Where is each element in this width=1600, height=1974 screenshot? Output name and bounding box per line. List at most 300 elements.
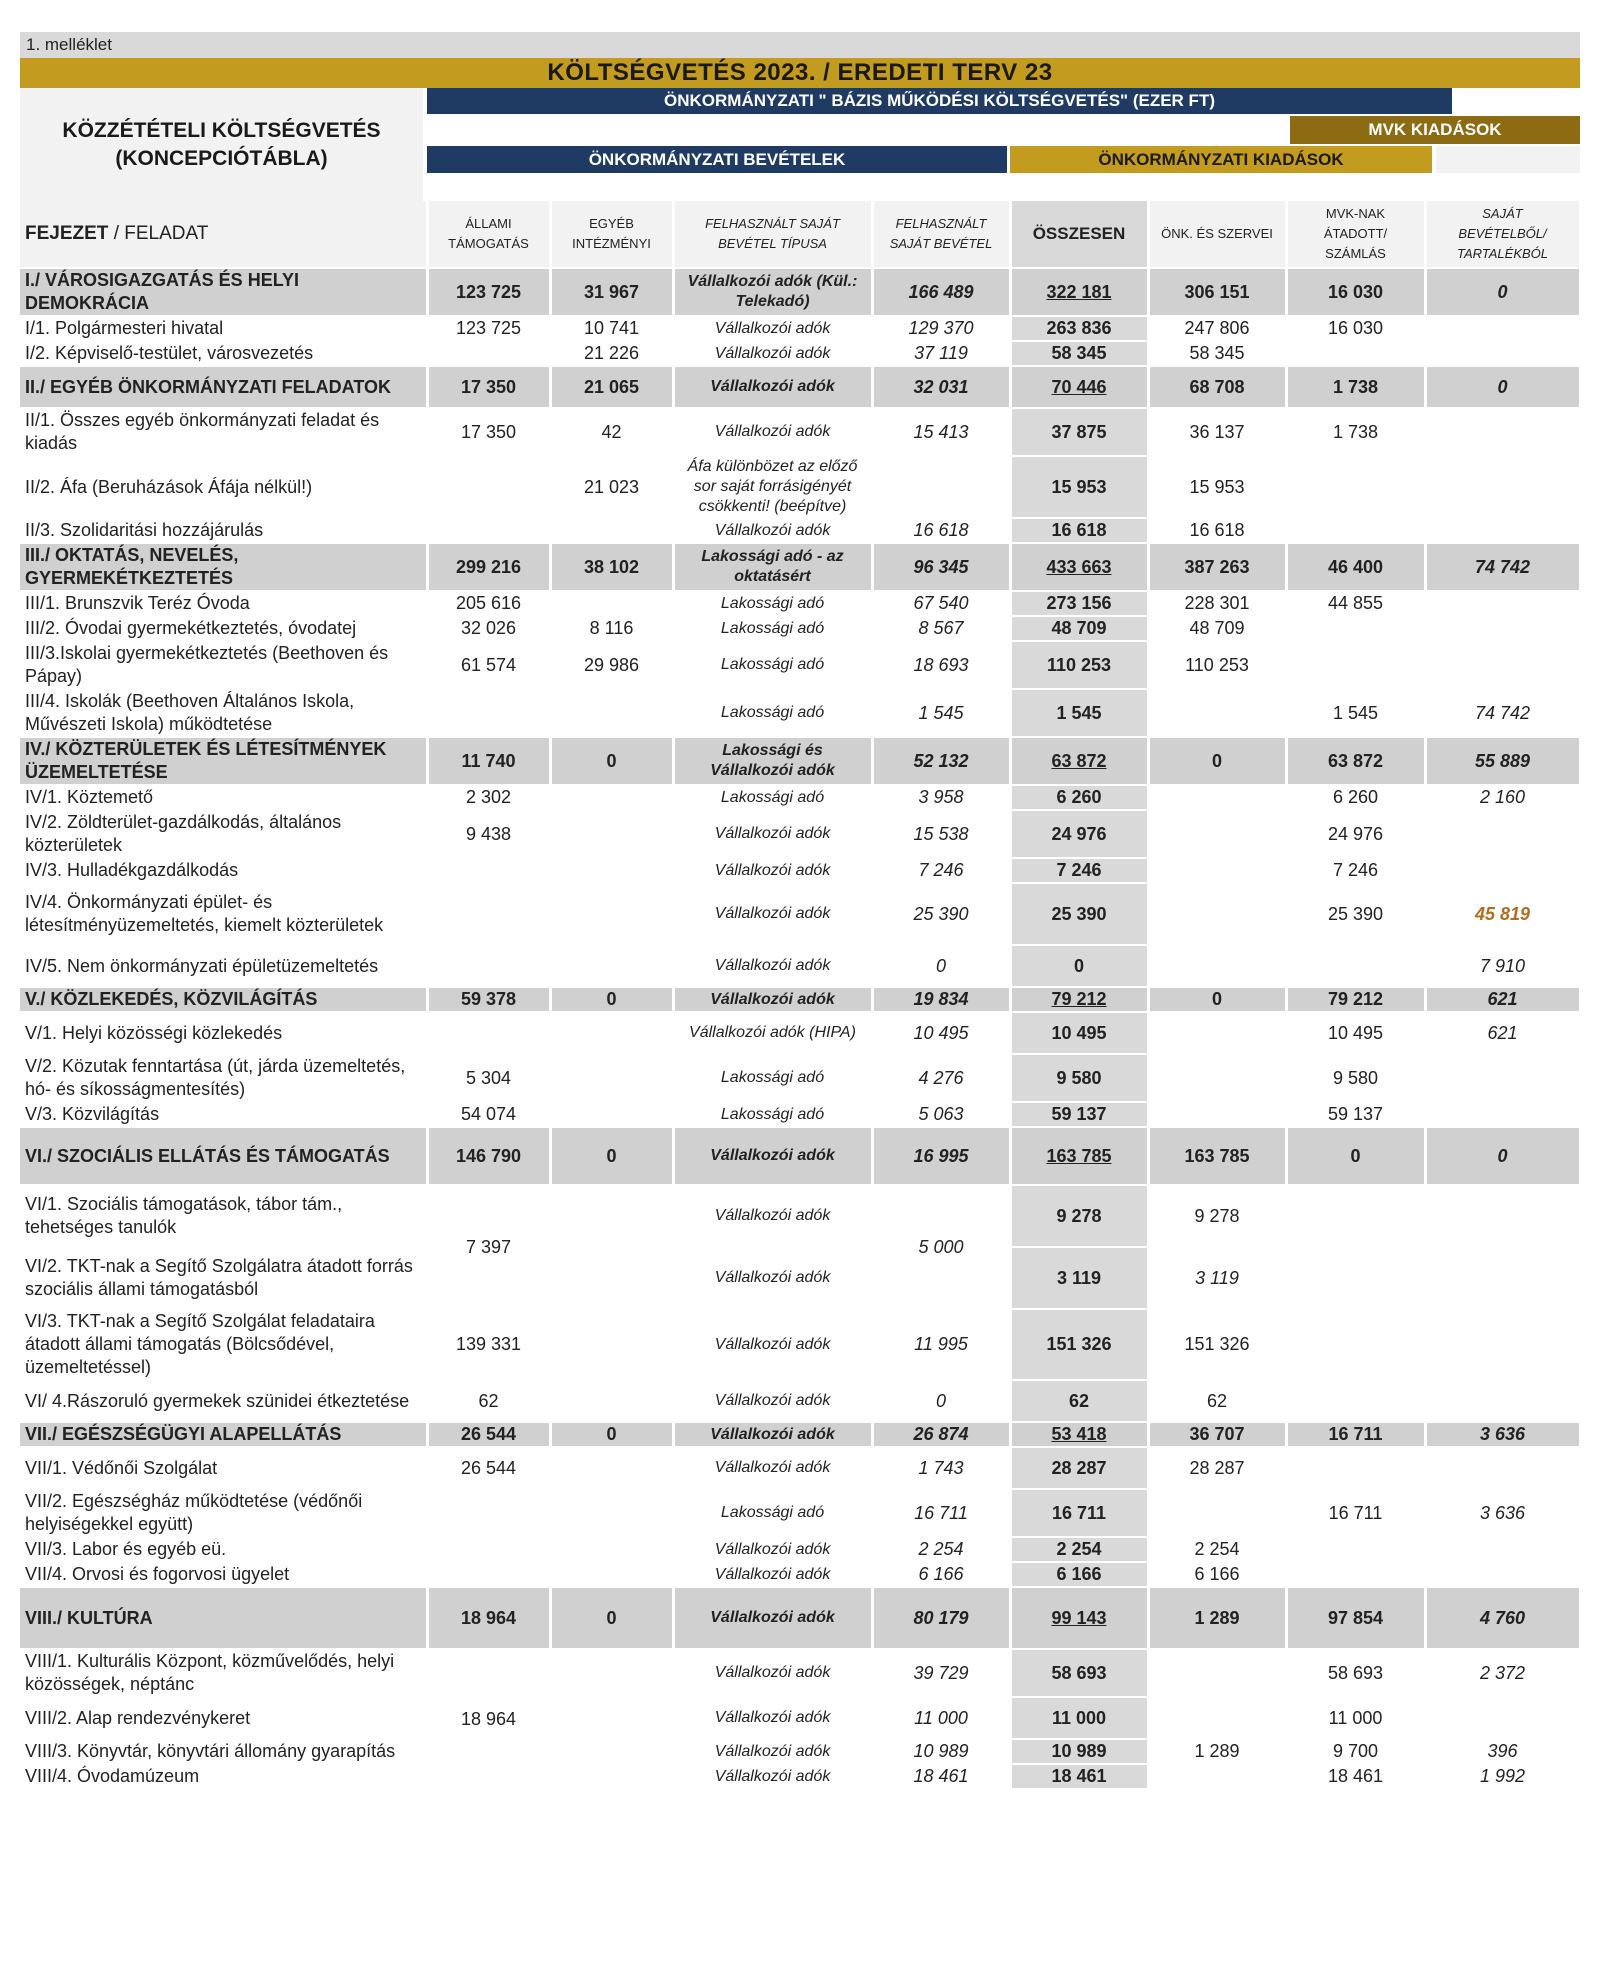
cell-name: VII/1. Védőnői Szolgálat [20,1447,427,1489]
cell-m [1286,1562,1425,1587]
cell-s: 1 545 [872,689,1010,737]
cell-m: 9 580 [1286,1054,1425,1102]
cell-m: 1 738 [1286,366,1425,408]
cell-name: IV/5. Nem önkormányzati épületüzemeltetés [20,945,427,987]
budget-page [20,32,1580,1790]
cell-k: 36 137 [1148,408,1286,456]
table-row [20,1697,1580,1739]
table-row [20,1054,1580,1102]
table-row [20,1537,1580,1562]
cell-name: V/3. Közvilágítás [20,1102,427,1127]
cell-s: 67 540 [872,591,1010,616]
cell-s: 5 063 [872,1102,1010,1127]
cell-m: 16 030 [1286,316,1425,341]
cell-r [1425,1562,1580,1587]
cell-r [1425,316,1580,341]
cell-s: 18 693 [872,641,1010,689]
cell-a [427,1012,550,1054]
cell-e [550,1012,673,1054]
cell-m [1286,1185,1425,1247]
cell-k: 6 166 [1148,1562,1286,1587]
col-sajat: FELHASZNÁLT SAJÁT BEVÉTEL [872,201,1010,268]
table-row [20,858,1580,883]
cell-t: Vállalkozói adók [673,883,872,945]
cell-r: 74 742 [1425,689,1580,737]
cell-o: 10 495 [1010,1012,1148,1054]
col-tipus: FELHASZNÁLT SAJÁT BEVÉTEL TÍPUSA [673,201,872,268]
cell-o: 59 137 [1010,1102,1148,1127]
cell-o: 9 580 [1010,1054,1148,1102]
cell-s: 129 370 [872,316,1010,341]
cell-t: Vállalkozói adók [673,810,872,858]
cell-e [550,810,673,858]
cell-r: 1 992 [1425,1764,1580,1789]
cell-r: 621 [1425,1012,1580,1054]
cell-o: 10 989 [1010,1739,1148,1764]
cell-m: 18 461 [1286,1764,1425,1789]
cell-t: Vállalkozói adók [673,1309,872,1380]
cell-o: 163 785 [1010,1127,1148,1185]
cell-k [1148,1649,1286,1697]
section-row [20,1587,1580,1649]
cell-e [550,1697,673,1739]
cell-name: VIII./ KULTÚRA [20,1587,427,1649]
cell-s: 6 166 [872,1562,1010,1587]
cell-e [550,1562,673,1587]
cell-e [550,591,673,616]
cell-o: 7 246 [1010,858,1148,883]
cell-m: 7 246 [1286,858,1425,883]
cell-k: 16 618 [1148,518,1286,543]
cell-a: 205 616 [427,591,550,616]
cell-o: 15 953 [1010,456,1148,518]
cell-a: 5 304 [427,1054,550,1102]
cell-r: 7 910 [1425,945,1580,987]
cell-t: Vállalkozói adók [673,316,872,341]
cell-k: 110 253 [1148,641,1286,689]
cell-name: III./ OKTATÁS, NEVELÉS, GYERMEKÉTKEZTETÉS [20,543,427,591]
cell-o: 37 875 [1010,408,1148,456]
cell-a [427,1489,550,1537]
cell-a: 9 438 [427,810,550,858]
cell-o: 16 618 [1010,518,1148,543]
cell-o: 151 326 [1010,1309,1148,1380]
cell-r [1425,810,1580,858]
annex-label: 1. melléklet [20,32,1580,58]
cell-s: 15 413 [872,408,1010,456]
cell-m [1286,945,1425,987]
cell-a [427,883,550,945]
table-row [20,316,1580,341]
cell-name: VI/3. TKT-nak a Segítő Szolgálat feladataira átadott állami támogatás (Bölcsődével, üzemeltetéssel) [20,1309,427,1380]
cell-e: 21 065 [550,366,673,408]
cell-r [1425,616,1580,641]
cell-e: 31 967 [550,268,673,316]
cell-o: 24 976 [1010,810,1148,858]
cell-o: 0 [1010,945,1148,987]
cell-name: VII./ EGÉSZSÉGÜGYI ALAPELLÁTÁS [20,1422,427,1447]
cell-t: Vállalkozói adók [673,1127,872,1185]
cell-s: 16 618 [872,518,1010,543]
cell-o: 6 260 [1010,785,1148,810]
cell-r: 74 742 [1425,543,1580,591]
cell-name: III/1. Brunszvik Teréz Óvoda [20,591,427,616]
col-tartalek: SAJÁT BEVÉTELBŐL/ TARTALÉKBÓL [1425,201,1580,268]
cell-a: 2 302 [427,785,550,810]
cell-r: 4 760 [1425,1587,1580,1649]
cell-name: IV/3. Hulladékgazdálkodás [20,858,427,883]
cell-a: 54 074 [427,1102,550,1127]
cell-name: VIII/1. Kulturális Központ, közművelődés, helyi közösségek, néptánc [20,1649,427,1697]
cell-e: 0 [550,1422,673,1447]
cell-name: V/2. Közutak fenntartása (út, járda üzemeltetés, hó- és síkosságmentesítés) [20,1054,427,1102]
cell-a: 17 350 [427,408,550,456]
cell-a: 26 544 [427,1447,550,1489]
cell-s: 37 119 [872,341,1010,366]
cell-r: 45 819 [1425,883,1580,945]
cell-o: 11 000 [1010,1697,1148,1739]
expense-header: ÖNKORMÁNYZATI KIADÁSOK [1010,146,1432,173]
cell-o: 433 663 [1010,543,1148,591]
cell-r [1425,641,1580,689]
cell-m: 11 000 [1286,1697,1425,1739]
table-row [20,945,1580,987]
cell-t: Lakossági adó [673,1489,872,1537]
cell-a: 62 [427,1380,550,1422]
bazis-header: ÖNKORMÁNYZATI " BÁZIS MŰKÖDÉSI KÖLTSÉGVETÉS" (EZER FT) [427,88,1452,114]
cell-t: Lakossági adó [673,641,872,689]
cell-name: II/3. Szolidaritási hozzájárulás [20,518,427,543]
cell-name: VII/4. Orvosi és fogorvosi ügyelet [20,1562,427,1587]
cell-name: II/2. Áfa (Beruházások Áfája nélkül!) [20,456,427,518]
section-row [20,987,1580,1012]
cell-t: Vállalkozói adók [673,1764,872,1789]
cell-o: 322 181 [1010,268,1148,316]
cell-name: VII/3. Labor és egyéb eü. [20,1537,427,1562]
cell-a: 146 790 [427,1127,550,1185]
cell-m [1286,1537,1425,1562]
cell-t: Lakossági adó [673,616,872,641]
cell-o: 6 166 [1010,1562,1148,1587]
col-fejezet: FEJEZET / FELADAT [20,201,427,268]
cell-m: 1 738 [1286,408,1425,456]
cell-e: 21 023 [550,456,673,518]
cell-r: 2 160 [1425,785,1580,810]
cell-r [1425,341,1580,366]
cell-e [550,689,673,737]
cell-r: 396 [1425,1739,1580,1764]
cell-a: 18 964 [427,1649,550,1789]
cell-t: Lakossági és Vállalkozói adók [673,737,872,785]
concept-title-line2: (KONCEPCIÓTÁBLA) [115,146,328,170]
col-egyeb: EGYÉB INTÉZMÉNYI [550,201,673,268]
cell-e: 29 986 [550,641,673,689]
cell-e: 0 [550,1127,673,1185]
table-row [20,1562,1580,1587]
cell-s: 7 246 [872,858,1010,883]
cell-k: 28 287 [1148,1447,1286,1489]
cell-t: Vállalkozói adók [673,945,872,987]
cell-e: 8 116 [550,616,673,641]
cell-t: Vállalkozói adók [673,1247,872,1309]
cell-r [1425,1247,1580,1309]
cell-name: IV/4. Önkormányzati épület- és létesítményüzemeltetés, kiemelt közterületek [20,883,427,945]
cell-s: 10 989 [872,1739,1010,1764]
cell-e [550,518,673,543]
cell-m [1286,456,1425,518]
cell-t: Vállalkozói adók [673,1587,872,1649]
cell-s: 5 000 [872,1185,1010,1309]
cell-name: VII/2. Egészségház működtetése (védőnői helyiségekkel együtt) [20,1489,427,1537]
cell-m [1286,1380,1425,1422]
section-row [20,1422,1580,1447]
cell-m [1286,1247,1425,1309]
cell-e [550,1102,673,1127]
cell-r [1425,1697,1580,1739]
cell-r [1425,1447,1580,1489]
cell-r [1425,408,1580,456]
cell-a: 26 544 [427,1422,550,1447]
cell-k [1148,858,1286,883]
cell-name: III/3.Iskolai gyermekétkeztetés (Beethoven és Pápay) [20,641,427,689]
cell-s: 8 567 [872,616,1010,641]
col-mvk: MVK-NAK ÁTADOTT/ SZÁMLÁS [1286,201,1425,268]
cell-a: 59 378 [427,987,550,1012]
cell-m [1286,518,1425,543]
cell-r: 55 889 [1425,737,1580,785]
cell-r: 0 [1425,1127,1580,1185]
table-row [20,1649,1580,1697]
cell-name: I./ VÁROSIGAZGATÁS ÉS HELYI DEMOKRÁCIA [20,268,427,316]
table-row [20,1102,1580,1127]
cell-m: 24 976 [1286,810,1425,858]
cell-r [1425,1054,1580,1102]
cell-o: 25 390 [1010,883,1148,945]
cell-k: 36 707 [1148,1422,1286,1447]
cell-m: 63 872 [1286,737,1425,785]
cell-a [427,1562,550,1587]
cell-a: 7 397 [427,1185,550,1309]
cell-r [1425,518,1580,543]
cell-s: 52 132 [872,737,1010,785]
cell-o: 58 345 [1010,341,1148,366]
table-row [20,1309,1580,1380]
cell-s: 26 874 [872,1422,1010,1447]
cell-s: 0 [872,945,1010,987]
cell-t: Lakossági adó [673,785,872,810]
cell-m [1286,641,1425,689]
cell-r [1425,1309,1580,1380]
header-filler [1436,146,1580,173]
cell-k [1148,1764,1286,1789]
table-row [20,641,1580,689]
cell-k [1148,1697,1286,1739]
cell-k: 62 [1148,1380,1286,1422]
table-row [20,1012,1580,1054]
cell-k: 387 263 [1148,543,1286,591]
cell-name: IV/2. Zöldterület-gazdálkodás, általános közterületek [20,810,427,858]
cell-s: 11 995 [872,1309,1010,1380]
cell-k: 247 806 [1148,316,1286,341]
cell-e [550,945,673,987]
cell-m: 6 260 [1286,785,1425,810]
cell-s: 25 390 [872,883,1010,945]
cell-r [1425,1185,1580,1247]
cell-s: 19 834 [872,987,1010,1012]
cell-name: II./ EGYÉB ÖNKORMÁNYZATI FELADATOK [20,366,427,408]
cell-e [550,1054,673,1102]
table-row [20,591,1580,616]
cell-name: IV/1. Köztemető [20,785,427,810]
table-row [20,408,1580,456]
cell-t: Lakossági adó [673,591,872,616]
cell-m: 16 030 [1286,268,1425,316]
cell-t: Lakossági adó [673,1054,872,1102]
cell-s: 96 345 [872,543,1010,591]
revenue-header: ÖNKORMÁNYZATI BEVÉTELEK [427,146,1007,173]
cell-t: Lakossági adó - az oktatásért [673,543,872,591]
col-onk: ÖNK. ÉS SZERVEI [1148,201,1286,268]
cell-t: Vállalkozói adók [673,341,872,366]
cell-k: 0 [1148,987,1286,1012]
cell-a [427,456,550,518]
cell-name: III/4. Iskolák (Beethoven Általános Iskola, Művészeti Iskola) működtetése [20,689,427,737]
cell-e [550,1247,673,1309]
table-row [20,1380,1580,1422]
section-row [20,366,1580,408]
cell-a [427,858,550,883]
cell-o: 9 278 [1010,1185,1148,1247]
cell-e: 21 226 [550,341,673,366]
cell-name: VIII/2. Alap rendezvénykeret [20,1697,427,1739]
cell-k: 228 301 [1148,591,1286,616]
cell-t: Vállalkozói adók [673,1185,872,1247]
cell-e [550,883,673,945]
cell-name: III/2. Óvodai gyermekétkeztetés, óvodatej [20,616,427,641]
cell-k: 15 953 [1148,456,1286,518]
cell-name: IV./ KÖZTERÜLETEK ÉS LÉTESÍTMÉNYEK ÜZEMELTETÉSE [20,737,427,785]
table-row [20,810,1580,858]
column-header-row [20,201,1580,268]
cell-s: 2 254 [872,1537,1010,1562]
mvk-header: MVK KIADÁSOK [1290,116,1580,144]
cell-a: 18 964 [427,1587,550,1649]
cell-name: II/1. Összes egyéb önkormányzati feladat és kiadás [20,408,427,456]
cell-a: 123 725 [427,316,550,341]
cell-t: Vállalkozói adók [673,1649,872,1697]
table-row [20,883,1580,945]
cell-m: 44 855 [1286,591,1425,616]
cell-m: 16 711 [1286,1489,1425,1537]
cell-s: 18 461 [872,1764,1010,1789]
cell-a [427,341,550,366]
cell-r [1425,1380,1580,1422]
cell-a: 61 574 [427,641,550,689]
cell-s [872,456,1010,518]
page-title: KÖLTSÉGVETÉS 2023. / EREDETI TERV 23 [20,58,1580,88]
cell-m [1286,341,1425,366]
table-row [20,785,1580,810]
cell-a: 11 740 [427,737,550,785]
cell-s: 0 [872,1380,1010,1422]
cell-k: 306 151 [1148,268,1286,316]
col-allami: ÁLLAMI TÁMOGATÁS [427,201,550,268]
cell-t: Vállalkozói adók [673,366,872,408]
cell-t: Vállalkozói adók [673,1380,872,1422]
cell-k [1148,689,1286,737]
cell-s: 4 276 [872,1054,1010,1102]
cell-t: Vállalkozói adók (Kül.: Telekadó) [673,268,872,316]
table-row [20,1764,1580,1789]
cell-s: 80 179 [872,1587,1010,1649]
cell-o: 62 [1010,1380,1148,1422]
cell-o: 1 545 [1010,689,1148,737]
cell-name: VI/ 4.Rászoruló gyermekek szünidei étkeztetése [20,1380,427,1422]
table-row [20,1247,1580,1309]
cell-m: 1 545 [1286,689,1425,737]
table-row [20,1739,1580,1764]
cell-o: 263 836 [1010,316,1148,341]
cell-m: 58 693 [1286,1649,1425,1697]
cell-t: Vállalkozói adók [673,1739,872,1764]
table-row [20,1185,1580,1247]
cell-a [427,1537,550,1562]
table-row [20,456,1580,518]
cell-s: 15 538 [872,810,1010,858]
cell-a: 299 216 [427,543,550,591]
cell-o: 273 156 [1010,591,1148,616]
cell-k [1148,945,1286,987]
cell-r [1425,1102,1580,1127]
cell-r: 621 [1425,987,1580,1012]
cell-e [550,1489,673,1537]
cell-e: 38 102 [550,543,673,591]
concept-title-line1: KÖZZÉTÉTELI KÖLTSÉGVETÉS [62,118,381,142]
cell-m [1286,616,1425,641]
cell-r [1425,858,1580,883]
cell-a: 123 725 [427,268,550,316]
cell-e [550,1185,673,1247]
cell-t: Vállalkozói adók [673,1422,872,1447]
cell-k: 3 119 [1148,1247,1286,1309]
table-row [20,616,1580,641]
cell-e [550,785,673,810]
cell-s: 16 995 [872,1127,1010,1185]
section-row [20,737,1580,785]
concept-title [20,88,423,201]
cell-m: 97 854 [1286,1587,1425,1649]
cell-r [1425,591,1580,616]
cell-name: VI/2. TKT-nak a Segítő Szolgálatra átadott forrás szociális állami támogatásból [20,1247,427,1309]
cell-k [1148,1102,1286,1127]
cell-e [550,1309,673,1380]
cell-s: 16 711 [872,1489,1010,1537]
cell-t: Vállalkozói adók [673,1447,872,1489]
section-row [20,1127,1580,1185]
cell-s: 1 743 [872,1447,1010,1489]
cell-e [550,1537,673,1562]
cell-t: Vállalkozói adók [673,518,872,543]
cell-r [1425,1537,1580,1562]
cell-t: Lakossági adó [673,689,872,737]
cell-e: 0 [550,1587,673,1649]
cell-t: Áfa különbözet az előző sor saját forrásigényét csökkenti! (beépítve) [673,456,872,518]
budget-table [20,201,1582,1790]
cell-k: 0 [1148,737,1286,785]
cell-e: 0 [550,737,673,785]
cell-name: I/2. Képviselő-testület, városvezetés [20,341,427,366]
section-row [20,543,1580,591]
